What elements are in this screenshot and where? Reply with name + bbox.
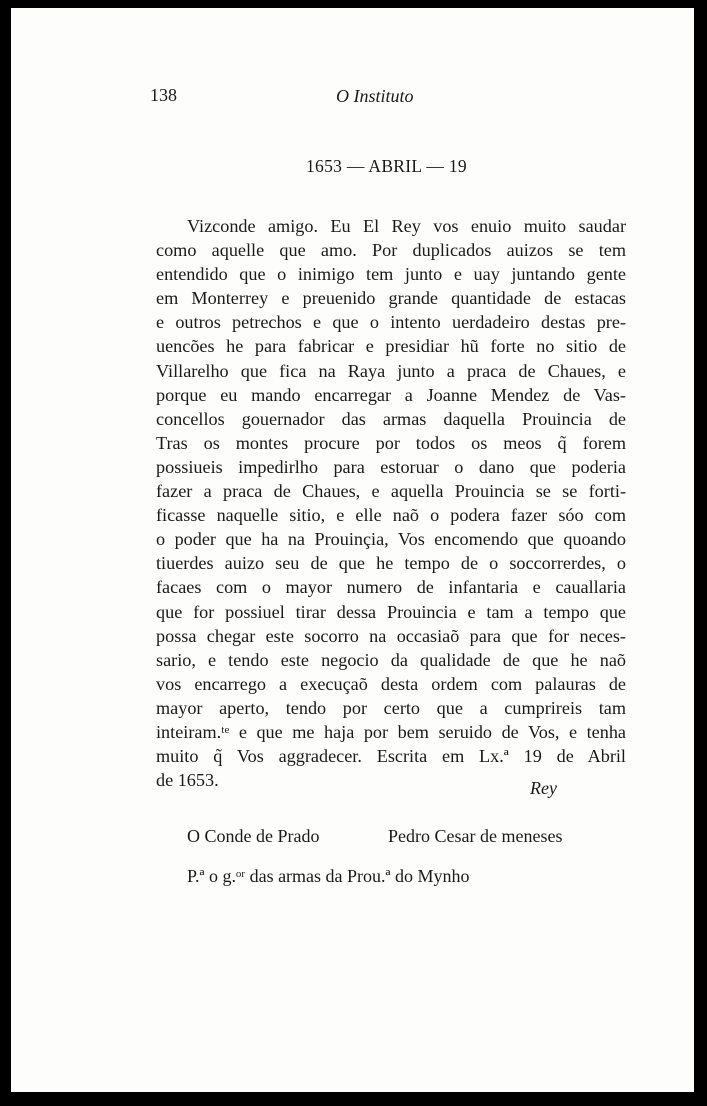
witness-conde-de-prado: O Conde de Prado bbox=[187, 826, 320, 846]
body-line: possa chegar este socorro na occasiaõ para que for neces- bbox=[156, 625, 626, 646]
letter-address: P.ª o g.ᵒʳ das armas da Prou.ª do Mynho bbox=[187, 866, 470, 886]
letter-body bbox=[156, 214, 626, 792]
document-page bbox=[11, 8, 694, 1092]
body-line: inteiram.ᵗᵉ e que me haja por bem seruido de Vos, e tenha bbox=[156, 721, 626, 742]
running-title: O Instituto bbox=[336, 86, 414, 106]
body-line: vos encarrego a execuçaõ desta ordem com palauras de bbox=[156, 673, 626, 694]
body-line: porque eu mando encarregar a Joanne Mendez de Vas- bbox=[156, 384, 626, 405]
signature-rey: Rey bbox=[530, 778, 557, 798]
witness-pedro-cesar: Pedro Cesar de meneses bbox=[388, 826, 563, 846]
body-line: o poder que ha na Prouinçia, Vos encomendo que quoando bbox=[156, 529, 626, 550]
letter-date-heading: 1653 — ABRIL — 19 bbox=[306, 156, 467, 176]
body-line: ficasse naquelle sitio, e elle naõ o podera fazer sóo com bbox=[156, 505, 626, 526]
body-line: concellos gouernador das armas daquella Prouincia de bbox=[156, 408, 626, 429]
body-line: Vizconde amigo. Eu El Rey vos enuio muito saudar bbox=[187, 216, 626, 236]
body-line: possiueis impedirlho para estoruar o dano que poderia bbox=[156, 456, 626, 477]
body-line: fazer a praca de Chaues, e aquella Prouincia se se forti- bbox=[156, 481, 626, 502]
body-line: facaes com o mayor numero de infantaria e cauallaria bbox=[156, 577, 626, 598]
body-line: como aquelle que amo. Por duplicados auizos se tem bbox=[156, 240, 626, 261]
body-line: e outros petrechos e que o intento uerdadeiro destas pre- bbox=[156, 312, 626, 333]
body-line: Tras os montes procure por todos os meos q̃ forem bbox=[156, 432, 626, 453]
body-line: uencões he para fabricar e presidiar hũ forte no sitio de bbox=[156, 336, 626, 357]
body-line: Villarelho que fica na Raya junto a praca de Chaues, e bbox=[156, 360, 626, 381]
body-line: muito q̃ Vos aggradecer. Escrita em Lx.ª 19 de Abril bbox=[156, 746, 626, 767]
body-line: em Monterrey e preuenido grande quantidade de estacas bbox=[156, 288, 626, 309]
body-line: tiuerdes auizo seu de que he tempo de o soccorrerdes, o bbox=[156, 553, 626, 574]
body-line: de 1653. bbox=[156, 770, 219, 791]
page-number: 138 bbox=[150, 85, 177, 105]
body-line: mayor aperto, tendo por certo que a cumprireis tam bbox=[156, 697, 626, 718]
body-line: sario, e tendo este negocio da qualidade de que he naõ bbox=[156, 649, 626, 670]
body-line: que for possiuel tirar dessa Prouincia e tam a tempo que bbox=[156, 601, 626, 622]
body-line: entendido que o inimigo tem junto e uay juntando gente bbox=[156, 264, 626, 285]
